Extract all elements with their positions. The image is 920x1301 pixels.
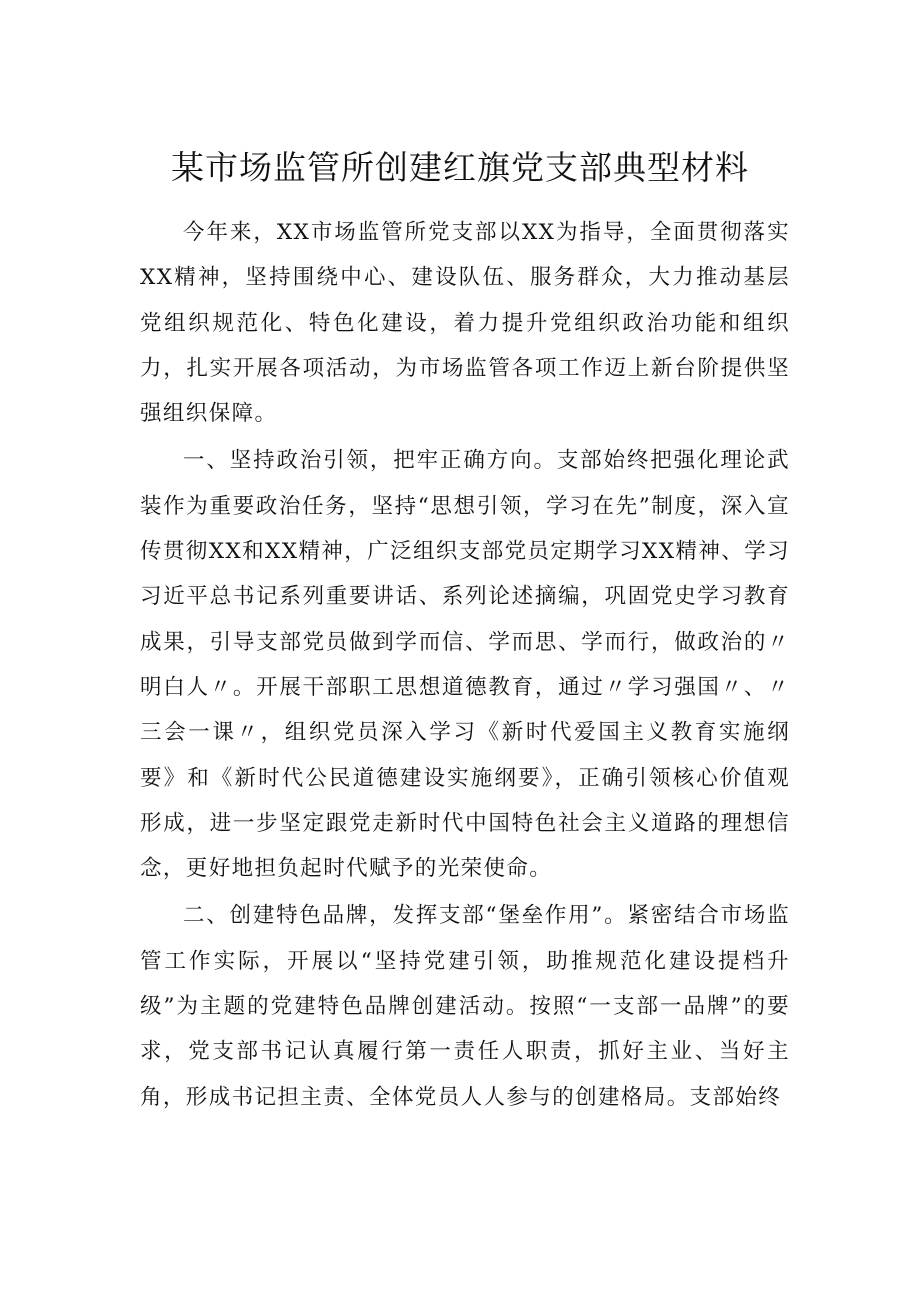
paragraph-intro: 今年来，XX市场监管所党支部以XX为指导，全面贯彻落实XX精神，坚持围绕中心、建设队伍、服务群众，大力推动基层党组织规范化、特色化建设，着力提升党组织政治功能和组织力，扎实开展各项活动，为市场监管各项工作迈上新台阶提供坚强组织保障。 <box>140 220 790 427</box>
document-body <box>140 210 790 1122</box>
paragraph-section-1: 一、坚持政治引领，把牢正确方向。支部始终把强化理论武装作为重要政治任务，坚持“思想引领，学习在先”制度，深入宣传贯彻XX和XX精神，广泛组织支部党员定期学习XX精神、学习习近平总书记系列重要讲话、系列论述摘编，巩固党史学习教育成果，引导支部党员做到学而信、学而思、学而行，做政治的〃明白人〃。开展干部职工思想道德教育，通过〃学习强国〃、〃三会一课〃，组织党员深入学习《新时代爱国主义教育实施纲要》和《新时代公民道德建设实施纲要》，正确引领核心价值观形成，进一步坚定跟党走新时代中国特色社会主义道路的理想信念，更好地担负起时代赋予的光荣使命。 <box>140 448 790 882</box>
document-title: 某市场监管所创建红旗党支部典型材料 <box>171 148 749 187</box>
paragraph-section-2: 二、创建特色品牌，发挥支部“堡垒作用”。紧密结合市场监管工作实际，开展以“坚持党建引领，助推规范化建设提档升级”为主题的党建特色品牌创建活动。按照“一支部一品牌”的要求，党支部书记认真履行第一责任人职责，抓好主业、当好主角，形成书记担主责、全体党员人人参与的创建格局。支部始终 <box>140 903 790 1110</box>
